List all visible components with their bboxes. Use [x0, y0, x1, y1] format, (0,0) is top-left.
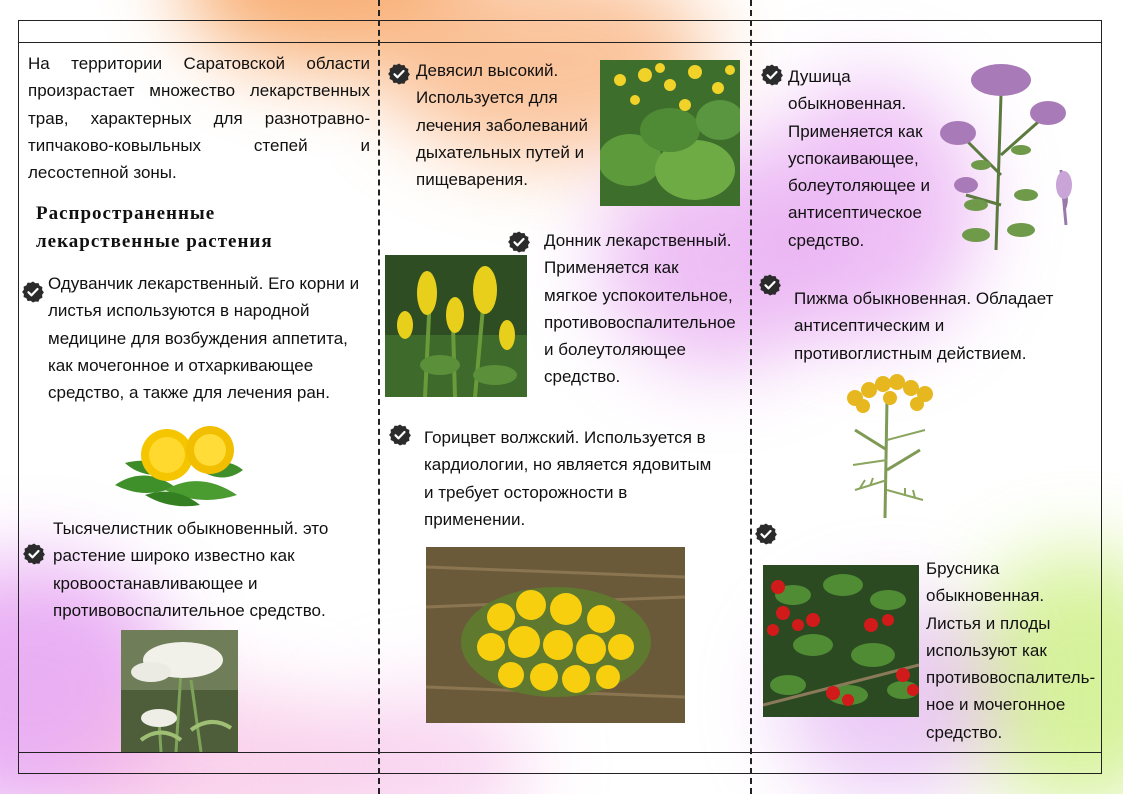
- fold-line-left: [378, 0, 380, 794]
- elecampane-image: [600, 60, 740, 206]
- plant-text-donnik: Донник лекарственный. Применяется как мягкое успокоительное, противовоспалительное и болеутоляющее средство.: [544, 231, 736, 387]
- page-frame-top: [18, 20, 1102, 42]
- melilot-image: [385, 255, 527, 397]
- plant-text-goritsvet: Горицвет волжский. Используется в кардиологии, но является ядовитым и требует осторожности в применении.: [424, 428, 712, 529]
- check-badge-icon: [22, 542, 46, 566]
- section-heading-line2: лекарственные растения: [36, 231, 273, 252]
- tansy-image: [835, 370, 945, 518]
- check-badge-icon: [758, 273, 782, 297]
- check-badge-icon: [388, 423, 412, 447]
- page-frame-bottom-line: [18, 752, 1102, 753]
- oregano-image: [936, 55, 1081, 250]
- plant-text-brusnika: Брусника обыкновенная. Листья и плоды используют как противовоспалитель- ное и мочегонное средство.: [926, 559, 1096, 742]
- plant-text-oduvanchik: Одуванчик лекарственный. Его корни и листья используются в народной медицине для возбуждения аппетита, как мочегонное и отхаркивающее средство, а также для лечения ран.: [48, 274, 360, 403]
- lingonberry-image: [763, 565, 919, 717]
- plant-text-devyasil: Девясил высокий. Используется для лечения заболеваний дыхательных путей и пищеварения.: [416, 61, 589, 190]
- adonis-image: [426, 547, 685, 723]
- yarrow-image: [121, 630, 238, 752]
- check-badge-icon: [21, 280, 45, 304]
- dandelion-image: [105, 415, 245, 510]
- check-badge-icon: [387, 62, 411, 86]
- plant-text-dushitsa: Душица обыкновенная. Применяется как успокаивающее, болеутоляющее и антисептическое средство.: [788, 67, 930, 250]
- check-badge-icon: [760, 63, 784, 87]
- section-heading-line1: Распространенные: [36, 203, 216, 224]
- plant-text-tysyachelistnik: Тысячелистник обыкновенный. это растение широко известно как кровоостанавливающее и противовоспалительное средство.: [53, 519, 329, 620]
- plant-text-pizhma: Пижма обыкновенная. Обладает антисептическим и противоглистным действием.: [794, 289, 1054, 363]
- intro-paragraph: На территории Саратовской области произрастает множество лекарственных трав, характерных для разнотравно-типчаково-ковыльных степей и лесостепной зоны.: [28, 54, 370, 183]
- check-badge-icon: [507, 230, 531, 254]
- section-heading: [36, 200, 366, 256]
- check-badge-icon: [754, 522, 778, 546]
- fold-line-right: [750, 0, 752, 794]
